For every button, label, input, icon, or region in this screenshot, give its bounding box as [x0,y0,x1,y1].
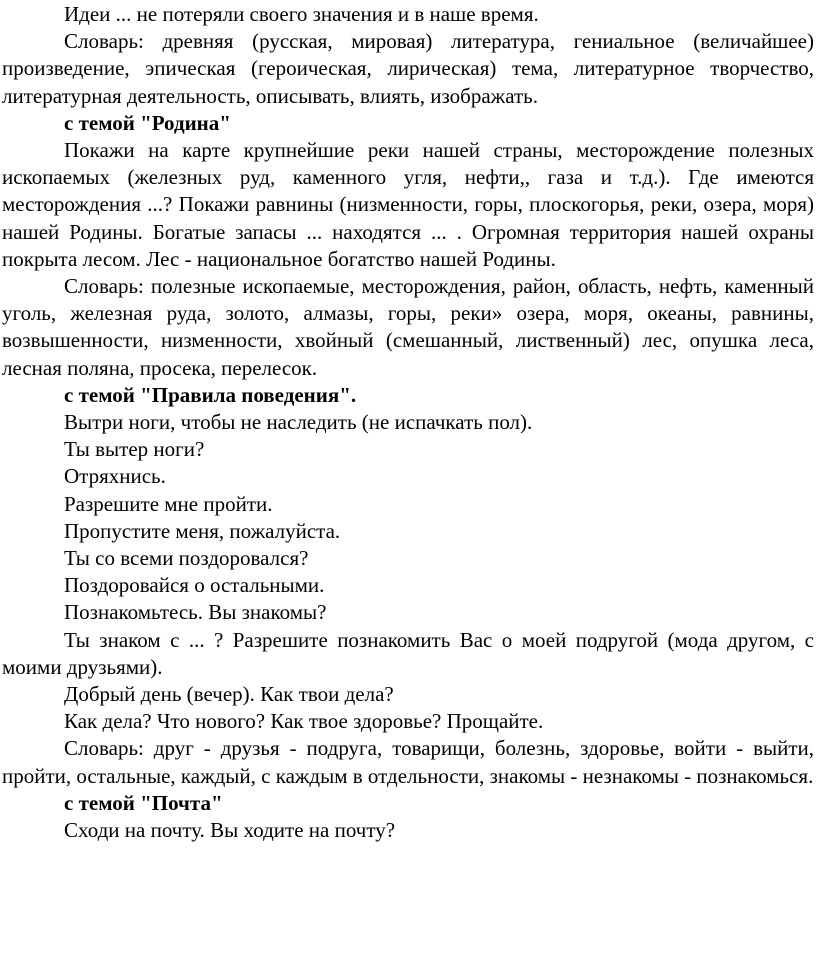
rules-line: Добрый день (вечер). Как твои дела? [64,682,394,707]
intro-line: Идеи ... не потеряли своего значения и в наше время. [64,2,539,26]
rules-line: Ты со всеми поздоровался? [64,546,309,571]
rules-line: Вытри ноги, чтобы не наследить (не испачкать пол). [64,410,533,435]
rules-line: Ты вытер ноги? [64,437,205,462]
heading-rules: с темой "Правила поведения". [64,382,357,407]
heading-rodina: с темой "Родина" [64,110,231,135]
rules-line: Познакомьтесь. Вы знакомы? [64,600,327,625]
vocab-literature-paragraph: Словарь: древняя (русская, мировая) литература, гениальное (величайшее) произведение, эпическая (героическая, лирическая) тема, литературное творчество, литературная деятельность, описывать, влиять, изображать. [2,29,814,108]
rules-line: Разрешите мне пройти. [64,491,273,516]
rules-line: Как дела? Что нового? Как твое здоровье? Прощайте. [64,709,544,734]
rules-line: Пропустите меня, пожалуйста. [64,518,341,543]
rules-long-paragraph: Ты знаком с ... ? Разрешите познакомить Вас о моей подругой (мода другом, с моими друзьями). [2,627,814,679]
post-line: Сходи на почту. Вы ходите на почту? [64,818,396,843]
rules-line: Отряхнись. [64,464,166,489]
rodina-paragraph: Покажи на карте крупнейшие реки нашей страны, месторождение полезных ископаемых (железных руд, каменного угля, нефти,, газа и т.д.). Где имеются месторождения ...? Покажи равнины (низменности, горы, плоскогорья, реки, озера, моря) нашей Родины. Богатые запасы ... находятся ... . Огромная территория нашей охраны покрыта лесом. Лес - национальное богатство нашей Родины. [2,138,814,271]
rules-line: Поздоровайся о остальными. [64,573,325,598]
vocab-rodina-paragraph: Словарь: полезные ископаемые, месторождения, район, область, нефть, каменный уголь, железная руда, золото, алмазы, горы, реки» озера, моря, океаны, равнины, возвышенности, низменности, хвойный (смешанный, лиственный) лес, опушка леса, лесная поляна, просека, перелесок. [2,274,814,380]
heading-post: с темой "Почта" [64,790,223,815]
vocab-rules-paragraph: Словарь: друг - друзья - подруга, товарищи, болезнь, здоровье, войти - выйти, пройти, остальные, каждый, с каждым в отдельности, знакомы - незнакомы - познакомься. [2,736,814,788]
